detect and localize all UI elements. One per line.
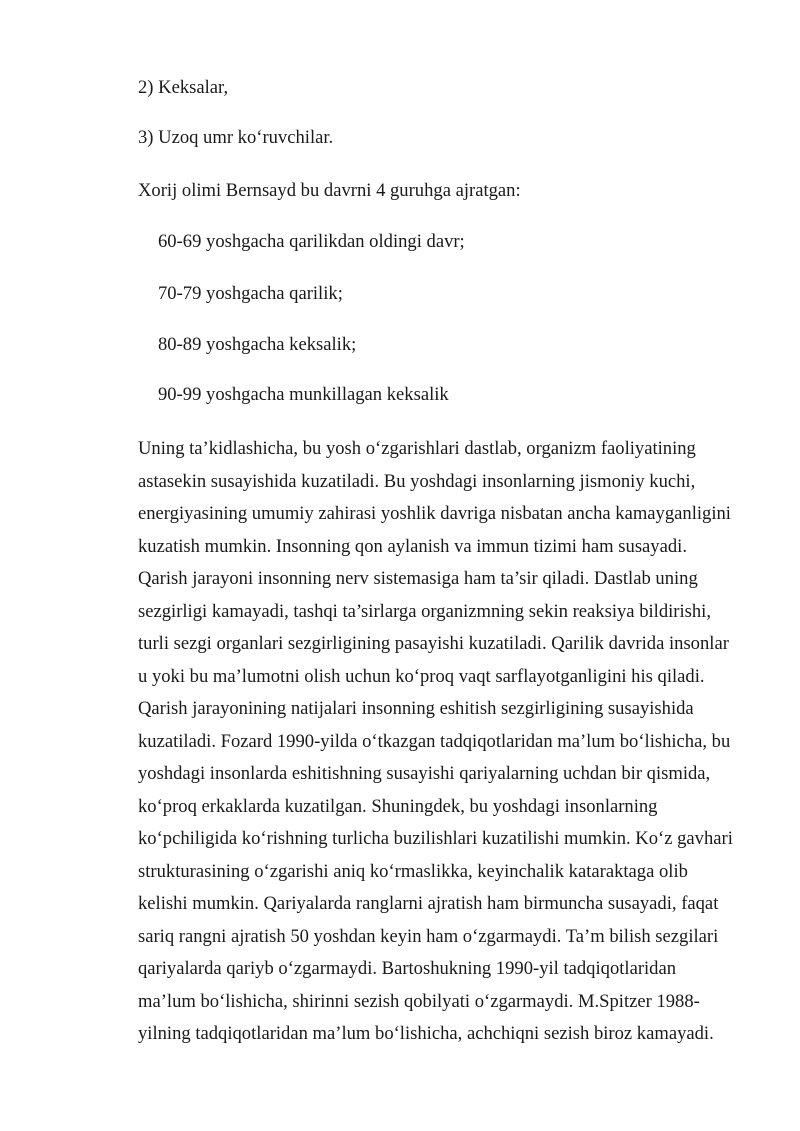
paragraph-line: Qarish jarayoni insonning nerv sistemasiga ham ta’sir qiladi. Dastlab uning xyxy=(138,568,698,589)
list-item-keksalar: 2) Keksalar, xyxy=(138,77,229,98)
paragraph-line: qariyalarda qariyb o‘zgarmaydi. Bartoshukning 1990-yil tadqiqotlaridan xyxy=(138,958,677,979)
paragraph-line: Uning ta’kidlashicha, bu yosh o‘zgarishlari dastlab, organizm faoliyatining xyxy=(138,438,696,459)
intro-sentence: Xorij olimi Bernsayd bu davrni 4 guruhga ajratgan: xyxy=(138,180,521,201)
body-paragraph xyxy=(138,433,758,1051)
paragraph-line: kelishi mumkin. Qariyalarda ranglarni ajratish ham birmuncha susayadi, faqat xyxy=(138,893,719,914)
paragraph-line: ma’lum bo‘lishicha, shirinni sezish qobilyati o‘zgarmaydi. M.Spitzer 1988- xyxy=(138,990,700,1012)
paragraph-line: kuzatiladi. Fozard 1990-yilda o‘tkazgan tadqiqotlaridan ma’lum bo‘lishicha, bu xyxy=(138,730,731,752)
group-item: 60-69 yoshgacha qarilikdan oldingi davr; xyxy=(158,231,465,252)
group-item: 70-79 yoshgacha qarilik; xyxy=(158,283,343,304)
list-item-uzoq-umr: 3) Uzoq umr ko‘ruvchilar. xyxy=(138,127,334,148)
paragraph-line: energiyasining umumiy zahirasi yoshlik davriga nisbatan ancha kamayganligini xyxy=(138,503,731,524)
paragraph-line: yoshdagi insonlarda eshitishning susayishi qariyalarning uchdan bir qismida, xyxy=(138,763,711,784)
paragraph-line: turli sezgi organlari sezgirligining pasayishi kuzatiladi. Qarilik davrida insonlar xyxy=(138,633,729,654)
paragraph-line: u yoki bu ma’lumotni olish uchun ko‘proq vaqt sarflayotganligini his qiladi. xyxy=(138,665,705,687)
group-item: 80-89 yoshgacha keksalik; xyxy=(158,334,357,355)
paragraph-line: kuzatish mumkin. Insonning qon aylanish va immun tizimi ham susayadi. xyxy=(138,535,687,557)
paragraph-line: ko‘proq erkaklarda kuzatilgan. Shuningdek, bu yoshdagi insonlarning xyxy=(138,795,658,817)
paragraph-line: sezgirligi kamayadi, tashqi ta’sirlarga organizmning sekin reaksiya bildirishi, xyxy=(138,600,712,622)
paragraph-line: ko‘pchiligida ko‘rishning turlicha buzilishlari kuzatilishi mumkin. Ko‘z gavhari xyxy=(138,828,733,849)
paragraph-line: strukturasining o‘zgarishi aniq ko‘rmaslikka, keyinchalik kataraktaga olib xyxy=(138,860,688,882)
paragraph-line: sariq rangni ajratish 50 yoshdan keyin ham o‘zgarmaydi. Ta’m bilish sezgilari xyxy=(138,925,719,947)
paragraph-line: astasekin susayishida kuzatiladi. Bu yoshdagi insonlarning jismoniy kuchi, xyxy=(138,470,696,492)
paragraph-line: Qarish jarayonining natijalari insonning eshitish sezgirligining susayishida xyxy=(138,698,694,719)
group-item: 90-99 yoshgacha munkillagan keksalik xyxy=(158,384,449,405)
paragraph-line: yilning tadqiqotlaridan ma’lum bo‘lishicha, achchiqni sezish biroz kamayadi. xyxy=(138,1023,714,1044)
